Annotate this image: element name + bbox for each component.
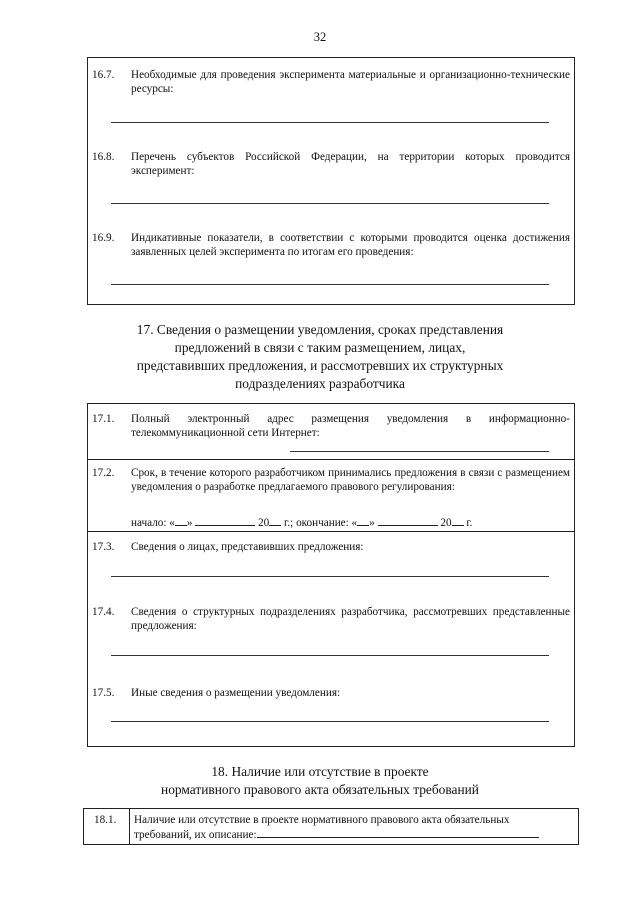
fill-line-16-7[interactable] [111,122,549,123]
fill-line-17-1[interactable] [290,451,549,452]
item-number: 17.2. [92,467,115,479]
item-number: 17.1. [92,413,115,425]
end-day-field[interactable] [357,515,369,526]
item-number: 16.8. [92,151,115,163]
title-line: предложений в связи с таким размещением, лицах, [174,340,466,355]
item-text-line2: требований, их описание: [134,827,572,842]
fill-line-17-4[interactable] [111,655,549,656]
item-number: 16.7. [92,69,115,81]
description-field[interactable] [257,827,539,838]
end-month-field[interactable] [378,515,438,526]
fill-line-17-5[interactable] [111,721,549,722]
item-text: Перечень субъектов Российской Федерации, на территории которых проводится эксперимент: [131,151,570,177]
number-cell [84,809,130,844]
row-divider [88,459,574,460]
title-line: нормативного правового акта обязательных требований [161,782,479,797]
start-year-field[interactable] [269,515,281,526]
fill-line-16-9[interactable] [111,284,549,285]
title-line: 17. Сведения о размещении уведомления, сроках представления [136,322,504,337]
end-year-field[interactable] [452,515,464,526]
title-line: представивших предложения, и рассмотревших их структурных [136,358,504,373]
start-month-field[interactable] [195,515,255,526]
section-18-title [0,763,640,799]
item-text: Срок, в течение которого разработчиком принимались предложения в связи с размещением уведомления о разработке предлагаемого правового регулирования: [131,467,570,493]
item-text: Необходимые для проведения эксперимента материальные и организационно-технические ресурсы: [131,69,570,95]
page-number: 32 [313,30,327,44]
section-17-title [0,321,640,393]
block-16-box [87,57,575,305]
fill-line-16-8[interactable] [111,203,549,204]
block-17-box [87,403,575,747]
item-number: 17.5. [92,687,115,699]
item-number: 16.9. [92,232,115,244]
item-text-line: Наличие или отсутствие в проекте нормативного правового акта обязательных [134,814,510,826]
item-text: Сведения о структурных подразделениях разработчика, рассмотревших представленные предложения: [131,606,570,632]
block-18-box [83,808,579,845]
item-text: Полный электронный адрес размещения уведомления в информационно-телекоммуникационной сети Интернет: [131,413,570,439]
item-number: 17.3. [92,541,115,553]
item-text: Сведения о лицах, представивших предложения: [131,541,364,553]
fill-line-17-3[interactable] [111,576,549,577]
start-day-field[interactable] [175,515,187,526]
item-text: Индикативные показатели, в соответствии с которыми проводится оценка достижения заявленных целей эксперимента по итогам его проведения: [131,232,570,258]
item-number: 17.4. [92,606,115,618]
title-line: 18. Наличие или отсутствие в проекте [211,764,429,779]
date-range-row: начало: « » 20 г.; окончание: « » 20 г. [131,517,473,529]
item-number: 18.1. [94,814,117,826]
item-text: Иные сведения о размещении уведомления: [131,687,341,699]
title-line: подразделениях разработчика [235,376,405,391]
text-cell [134,813,572,842]
row-divider [88,531,574,532]
